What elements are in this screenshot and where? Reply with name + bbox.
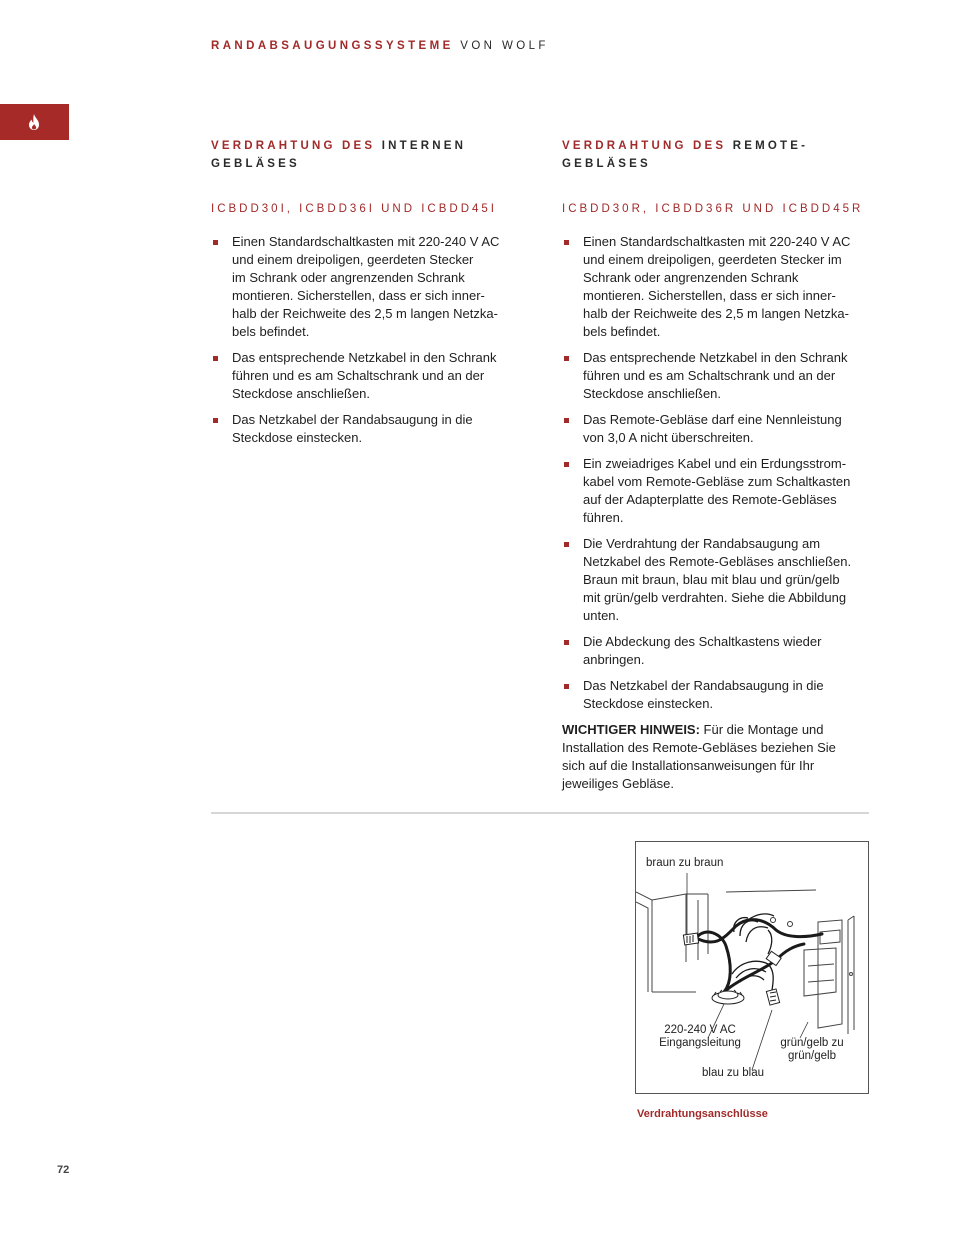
column-internal-blower xyxy=(211,137,531,455)
list-item xyxy=(562,535,884,625)
label-input-voltage: 220-240 V AC xyxy=(664,1024,736,1036)
wiring-figure xyxy=(635,841,869,1094)
running-header xyxy=(211,40,549,52)
figure-caption: Verdrahtungsanschlüsse xyxy=(637,1108,768,1120)
section-title-remote xyxy=(562,137,884,173)
note-text: Für die Montage und Installation des Remote-Gebläses beziehen Sie sich auf die Installationsanweisungen für Ihr jeweiliges Gebläse. xyxy=(562,722,836,791)
header-title-rest: VON WOLF xyxy=(460,40,549,52)
bullet-marker xyxy=(564,684,569,689)
header-title-bold: RANDABSAUGUNGSSYSTEME xyxy=(211,40,454,52)
list-item-text: Das Netzkabel der Randabsaugung in die Steckdose einstecken. xyxy=(583,678,824,711)
bullet-marker xyxy=(213,240,218,245)
bullet-marker xyxy=(213,418,218,423)
section-title-internal xyxy=(211,137,531,173)
note-label: WICHTIGER HINWEIS: xyxy=(562,722,700,737)
label-brown-to-brown: braun zu braun xyxy=(646,857,724,869)
list-item-text: Einen Standardschaltkasten mit 220-240 V AC und einem dreipoligen, geerdeten Stecker im Schrank oder angrenzenden Schrank montieren. Sicherstellen, dass er sich inner- halb der Reichweite des 2,5 m langen Netzka- bels befindet. xyxy=(232,234,500,339)
section-divider xyxy=(211,812,869,814)
list-item-text: Die Verdrahtung der Randabsaugung am Netzkabel des Remote-Gebläses anschließen. Braun mit braun, blau mit blau und grün/gelb mit grün/gelb verdrahten. Siehe die Abbildung unten. xyxy=(583,536,852,623)
list-item-text: Ein zweiadriges Kabel und ein Erdungsstrom- kabel vom Remote-Gebläse zum Schaltkasten auf der Adapterplatte des Remote-Gebläses führen. xyxy=(583,456,851,525)
list-item xyxy=(211,349,531,403)
bullet-marker xyxy=(564,418,569,423)
list-item xyxy=(562,411,884,447)
list-item-text: Das entsprechende Netzkabel in den Schrank führen und es am Schaltschrank und an der Steckdose anschließen. xyxy=(583,350,848,401)
column-remote-blower xyxy=(562,137,884,806)
instruction-list xyxy=(211,233,531,447)
list-item xyxy=(562,677,884,713)
list-item xyxy=(562,349,884,403)
section-title-rest: REMOTE-GEBLÄSES xyxy=(562,140,809,170)
bullet-marker xyxy=(564,462,569,467)
wire-nut-brown xyxy=(683,933,698,945)
bullet-marker xyxy=(564,640,569,645)
list-item xyxy=(562,455,884,527)
list-item xyxy=(211,411,531,447)
bullet-marker xyxy=(564,356,569,361)
list-item xyxy=(562,633,884,669)
label-input-text: Eingangsleitung xyxy=(659,1037,741,1049)
bullet-marker xyxy=(564,240,569,245)
list-item-text: Einen Standardschaltkasten mit 220-240 V AC und einem dreipoligen, geerdeten Stecker im Schrank oder angrenzenden Schrank montieren. Sicherstellen, dass er sich inner- halb der Reichweite des 2,5 m langen Netzka- bels befindet. xyxy=(583,234,851,339)
section-tab xyxy=(0,104,69,140)
instruction-list xyxy=(562,233,884,713)
list-item-text: Das Remote-Gebläse darf eine Nennleistung von 3,0 A nicht überschreiten. xyxy=(583,412,842,445)
flame-icon xyxy=(27,113,41,131)
model-list: ICBDD30R, ICBDD36R UND ICBDD45R xyxy=(562,203,864,215)
label-green-yellow xyxy=(764,1037,860,1063)
label-green-line1: grün/gelb zu xyxy=(780,1037,844,1049)
label-blue-to-blue: blau zu blau xyxy=(702,1067,765,1079)
list-item xyxy=(211,233,531,341)
section-title-bold: VERDRAHTUNG DES xyxy=(562,140,727,152)
page-number: 72 xyxy=(57,1164,70,1176)
list-item-text: Das Netzkabel der Randabsaugung in die Steckdose einstecken. xyxy=(232,412,473,445)
label-input-line xyxy=(654,1024,746,1050)
list-item xyxy=(562,233,884,341)
section-title-bold: VERDRAHTUNG DES xyxy=(211,140,376,152)
list-item-text: Die Abdeckung des Schaltkastens wieder anbringen. xyxy=(583,634,822,667)
section-title-rest: INTERNEN GEBLÄSES xyxy=(211,140,467,170)
model-list: ICBDD30I, ICBDD36I UND ICBDD45I xyxy=(211,203,497,215)
bullet-marker xyxy=(213,356,218,361)
list-item-text: Das entsprechende Netzkabel in den Schrank führen und es am Schaltschrank und an der Steckdose anschließen. xyxy=(232,350,497,401)
label-green-line2: grün/gelb xyxy=(788,1050,836,1062)
bullet-marker xyxy=(564,542,569,547)
important-note xyxy=(562,721,884,793)
